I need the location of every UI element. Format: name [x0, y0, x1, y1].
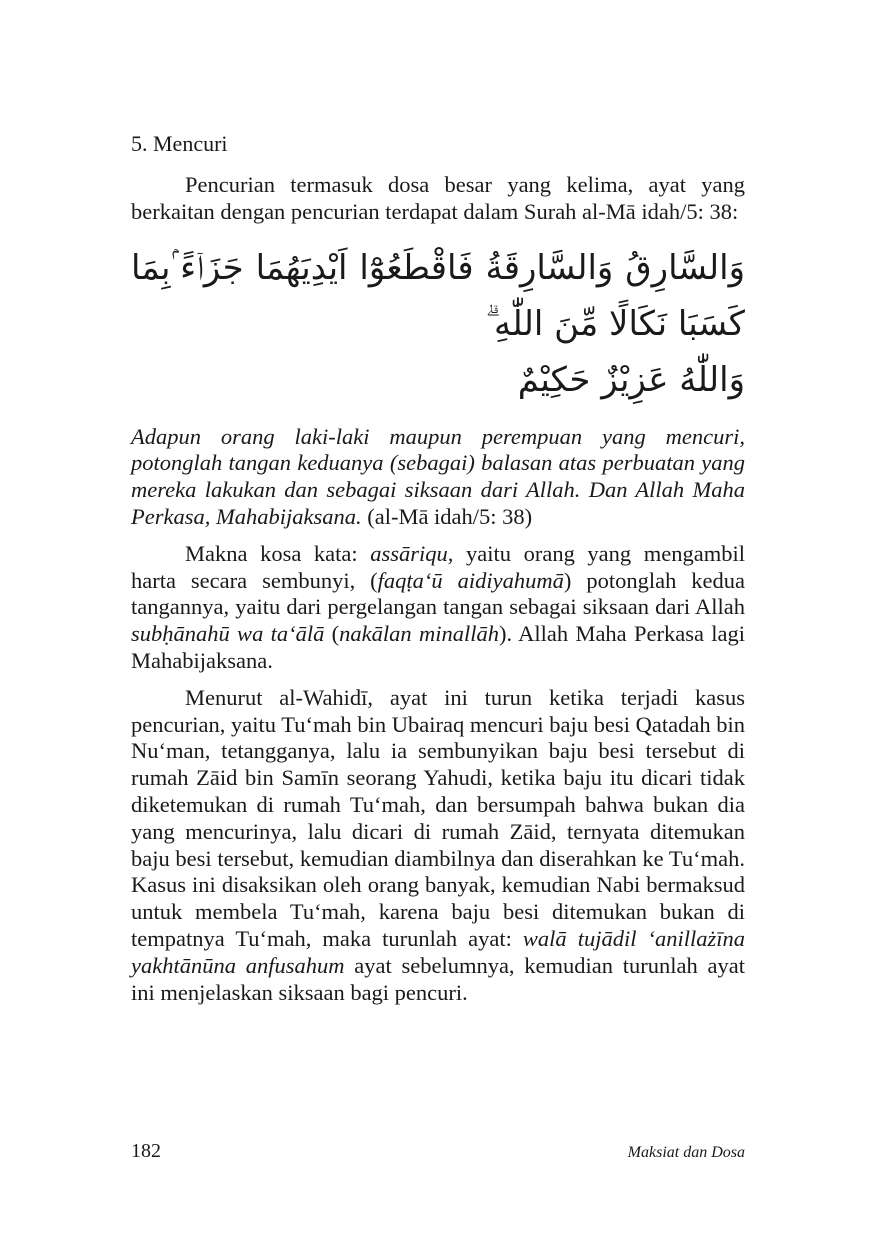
wahidi-paragraph	[131, 685, 745, 1007]
quran-verse-line-2: وَاللّٰهُ عَزِيْزٌ حَكِيْمٌ	[517, 359, 745, 400]
text-run: ). Allah Maha Perkasa lagi Mahabijaksana.	[131, 621, 745, 673]
text-run: (	[324, 621, 340, 647]
quran-verse	[131, 240, 745, 408]
text-run: ) potonglah kedua tangannya, yaitu dari pergelangan tangan sebagai siksaan dari Allah	[131, 567, 746, 620]
italic-term: faqṭa‘ū aidiyahumā	[377, 567, 564, 593]
page-content	[131, 130, 745, 1006]
italic-term: subḥānahū wa ta‘ālā	[131, 621, 325, 647]
quran-verse-line-1: وَالسَّارِقُ وَالسَّارِقَةُ فَاقْطَعُوْٓا اَيْدِيَهُمَا جَزَاۤءً ۢبِمَا كَسَبَا نَكَالًا مِّنَ اللّٰهِ ۗ	[131, 247, 745, 344]
italic-term: nakālan minallāh	[339, 621, 499, 647]
translation-text: Adapun orang laki-laki maupun perempuan yang mencuri, potonglah tangan keduanya (sebagai) balasan atas perbuatan yang mereka lakukan dan sebagai siksaan dari Allah. Dan Allah Maha Perkasa, Mahabijaksana.	[131, 423, 745, 529]
verse-translation	[131, 424, 745, 531]
intro-paragraph: Pencurian termasuk dosa besar yang kelima, ayat yang berkaitan dengan pencurian terdapat dalam Surah al-Mā idah/5: 38:	[131, 172, 745, 224]
running-title: Maksiat dan Dosa	[627, 1144, 745, 1161]
text-run: Makna kosa kata:	[185, 540, 371, 566]
text-run: ayat sebelumnya, kemudian turunlah ayat ini menjelaskan siksaan bagi pencuri.	[131, 952, 745, 1005]
text-run: Menurut al-Wahidī, ayat ini turun ketika terjadi kasus pencurian, yaitu Tu‘mah bin Ubairaq mencuri baju besi Qatadah bin Nu‘man, tetangganya, lalu ia sembunyikan baju besi tersebut di rumah Zāid bin Samīn seorang Yahudi, ketika baju itu dicari tidak diketemukan di rumah Tu‘mah, dan bersumpah bahwa bukan dia yang mencurinya, lalu dicari di rumah Zāid, ternyata ditemukan baju besi tersebut, kemudian diambilnya dan diserahkan ke Tu‘mah. Kasus ini disaksikan oleh orang banyak, kemudian Nabi bermaksud untuk membela Tu‘mah, karena baju besi ditemukan bukan di tempatnya Tu‘mah, maka turunlah ayat:	[131, 684, 745, 951]
page-number: 182	[131, 1140, 161, 1162]
section-heading: 5. Mencuri	[131, 131, 228, 156]
page-footer	[131, 1140, 745, 1163]
italic-term: assāriqu,	[370, 540, 454, 566]
vocabulary-paragraph	[131, 541, 745, 675]
translation-reference: (al-Mā idah/5: 38)	[361, 503, 533, 529]
italic-term: walā tujādil ‘anillażīna yakhtānūna anfusahum	[131, 925, 745, 978]
text-run: yaitu orang yang mengambil harta secara sembunyi, (	[131, 540, 745, 593]
